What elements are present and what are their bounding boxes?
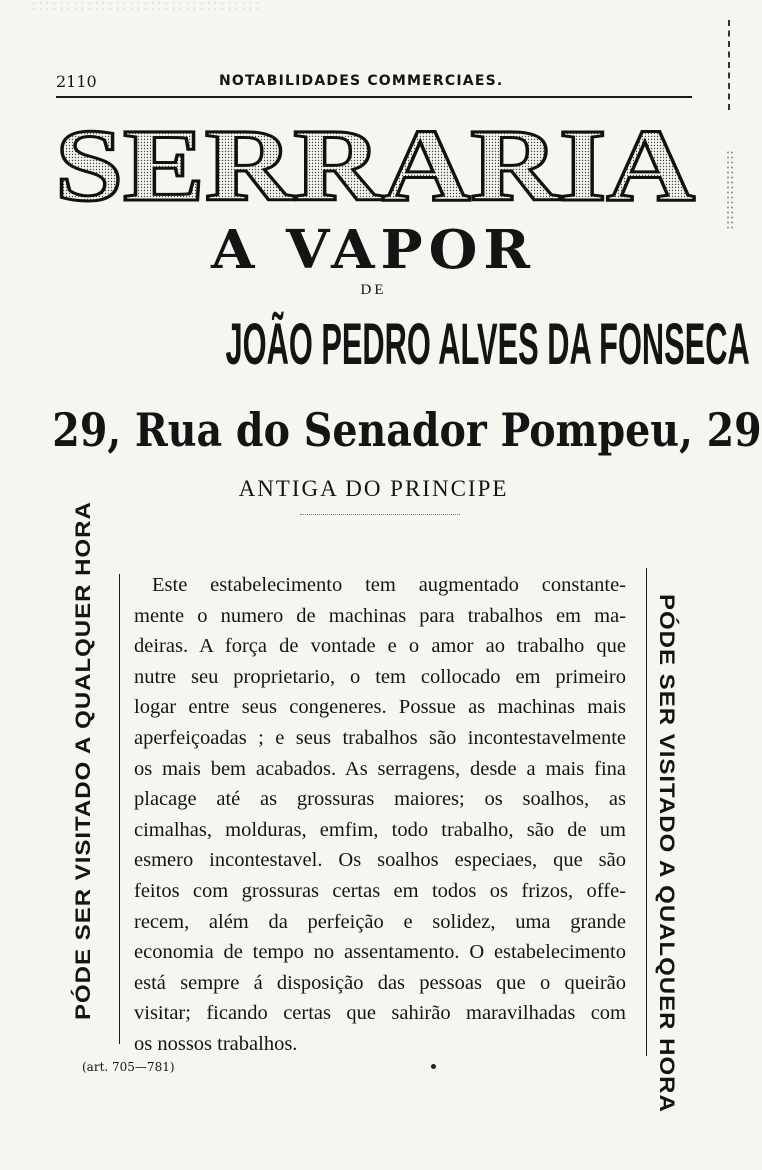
body-line: Este estabelecimento tem augmentado constante-: [152, 574, 626, 596]
running-title: NOTABILIDADES COMMERCIAES.: [219, 73, 504, 89]
side-rule-left: [119, 574, 120, 1044]
body-line: placage até as grossuras maiores; os soalhos, as: [134, 788, 626, 811]
owner-name-box: [104, 304, 750, 388]
ink-dot: [431, 1064, 436, 1069]
header-rule: [56, 96, 692, 98]
body-line: feitos com grossuras certas em todos os frizos, offe-: [134, 879, 626, 902]
body-line: os mais bem acabados. As serragens, desde a mais fina: [134, 757, 626, 780]
advert-subtitle: A VAPOR: [211, 218, 536, 282]
page-number: 2110: [56, 72, 97, 91]
advert-title-block: [50, 108, 700, 223]
preposition-label: DE: [360, 282, 387, 298]
side-text-left: PÓDE SER VISITADO A QUALQUER HORA: [70, 501, 96, 1020]
body-line: esmero incontestavel. Os soalhos especiaes, que são: [134, 849, 626, 872]
business-address: 29, Rua do Senador Pompeu, 29: [52, 403, 762, 457]
body-line: aperfeiçoadas ; e seus trabalhos são incontestavelmente: [134, 726, 626, 749]
scan-noise: [30, 0, 260, 14]
page-header: [56, 72, 692, 94]
advert-title-graphic: [50, 108, 700, 223]
body-line: nutre seu proprietario, o tem collocado em primeiro: [134, 665, 626, 688]
owner-name: JOÃO PEDRO ALVES DA FONSECA: [225, 310, 750, 377]
side-rule-right: [646, 568, 647, 1056]
dotted-separator: [300, 514, 460, 515]
body-line: deiras. A força de vontade e o amor ao trabalho que: [134, 635, 626, 658]
body-line: logar entre seus congeneres. Possue as machinas mais: [134, 696, 626, 719]
advert-body: [134, 570, 626, 1060]
advert-title: SERRARIA: [55, 108, 695, 223]
body-line: economia de tempo no assentamento. O estabelecimento: [134, 941, 626, 964]
body-line: está sempre á disposição das pessoas que o queirão: [134, 971, 626, 994]
body-line: os nossos trabalhos.: [134, 1032, 298, 1055]
body-line: mente o numero de machinas para trabalhos em ma-: [134, 604, 626, 627]
body-line: cimalhas, molduras, emfim, todo trabalho, são de um: [134, 818, 626, 841]
side-text-right: PÓDE SER VISITADO A QUALQUER HORA: [654, 594, 680, 1113]
article-reference: (art. 705—781): [82, 1060, 175, 1074]
edge-marks: [728, 20, 734, 110]
former-name: ANTIGA DO PRINCIPE: [238, 476, 509, 501]
edge-speckle: [726, 150, 734, 230]
body-line: recem, além da perfeição e solidez, uma grande: [134, 910, 626, 933]
body-line: visitar; ficando certas que sahirão maravilhadas com: [134, 1002, 626, 1025]
